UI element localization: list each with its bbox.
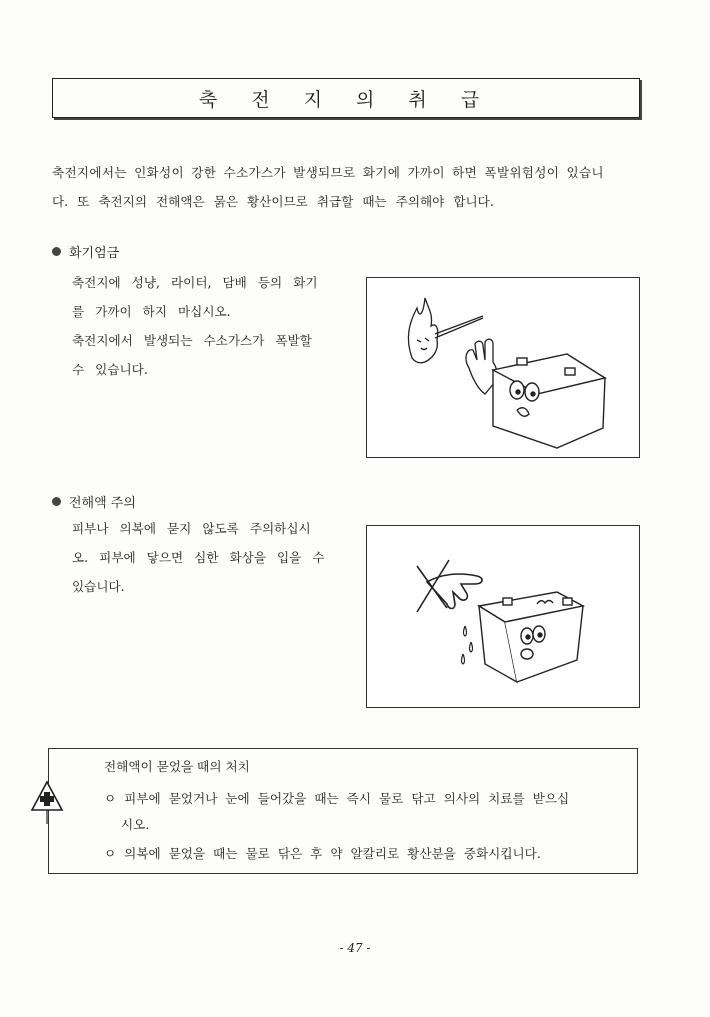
title-box <box>52 78 640 118</box>
fire-line-2: 를 가까이 하지 마십시오. <box>72 304 231 319</box>
section-fire-heading <box>52 242 119 261</box>
battery-fire-icon <box>367 278 639 457</box>
electrolyte-line-2: 오. 피부에 닿으면 심한 화상을 입을 수 <box>72 550 325 565</box>
page-title: 축 전 지 의 취 급 <box>198 88 494 111</box>
section-fire-title: 화기엄금 <box>69 246 120 261</box>
section-electrolyte-body <box>72 514 334 601</box>
section-fire-body <box>72 268 334 384</box>
fire-illustration <box>366 277 640 458</box>
flame-icon <box>408 298 483 363</box>
warning-cross-icon <box>30 780 64 824</box>
section-electrolyte-heading <box>52 492 136 511</box>
first-aid-item-2: ㅇ 의복에 묻었을 때는 물로 닦은 후 약 알칼리로 황산분을 중화시킵니다. <box>104 846 541 861</box>
section-electrolyte-title: 전해액 주의 <box>69 496 136 511</box>
electrolyte-illustration <box>366 525 640 708</box>
bullet-icon <box>52 247 61 256</box>
page-number: - 47 - <box>339 941 371 955</box>
intro-line-2: 다. 또 축전지의 전해액은 묽은 황산이므로 취급할 때는 주의해야 합니다. <box>52 194 494 209</box>
intro-paragraph <box>52 158 644 216</box>
battery-hand-icon <box>367 526 639 707</box>
battery-icon <box>479 592 583 682</box>
fire-line-4: 수 있습니다. <box>72 362 148 377</box>
battery-icon <box>493 354 605 448</box>
electrolyte-line-1: 피부나 의복에 묻지 않도록 주의하십시 <box>72 521 311 536</box>
first-aid-item-1-line-1: ㅇ 피부에 묻었거나 눈에 들어갔을 때는 즉시 물로 닦고 의사의 치료를 받으십 <box>104 791 570 806</box>
fire-line-1: 축전지에 성냥, 라이터, 담배 등의 화기 <box>72 275 318 290</box>
first-aid-title: 전해액이 묻었을 때의 처치 <box>104 759 250 774</box>
first-aid-item-1-line-2: 시오. <box>121 817 150 832</box>
fire-line-3: 축전지에서 발생되는 수소가스가 폭발할 <box>72 333 312 348</box>
first-aid-item-1 <box>104 786 604 838</box>
bullet-icon <box>52 497 61 506</box>
electrolyte-line-3: 있습니다. <box>72 579 125 594</box>
intro-line-1: 축전지에서는 인화성이 강한 수소가스가 발생되므로 화기에 가까이 하면 폭발위험성이 있습니 <box>52 165 604 180</box>
